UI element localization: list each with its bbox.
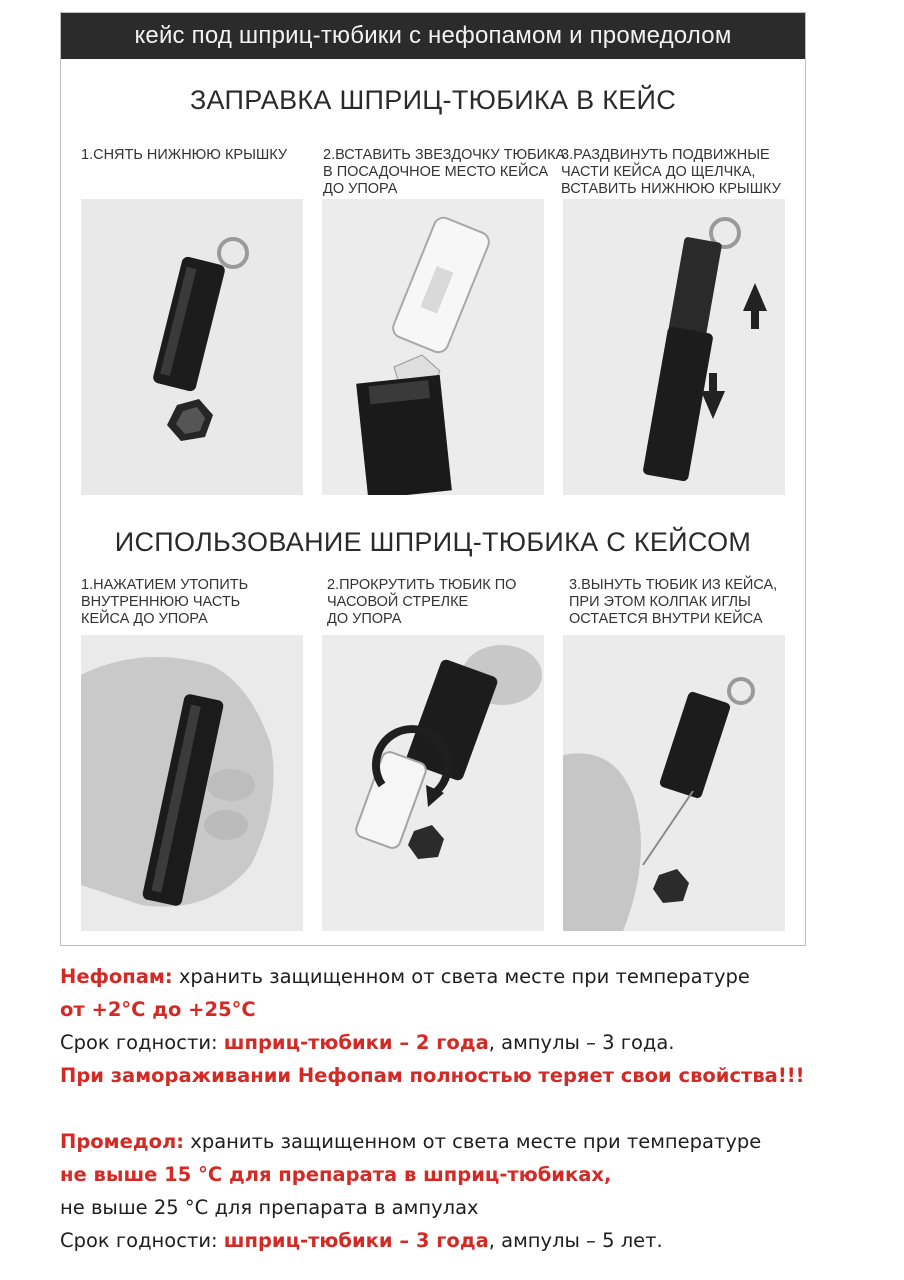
nefopam-storage-text: хранить защищенном от света месте при температуре xyxy=(172,965,750,988)
photo-press-case xyxy=(81,635,303,931)
photo-extend-case xyxy=(563,199,785,495)
promedol-temp-tubes: не выше 15 °С для препарата в шприц-тюбиках, xyxy=(60,1163,612,1186)
nefopam-warning: При замораживании Нефопам полностью теряет свои свойства!!! xyxy=(60,1064,805,1087)
promedol-temp-ampoules-line xyxy=(60,1191,860,1224)
section-title-usage: ИСПОЛЬЗОВАНИЕ ШПРИЦ-ТЮБИКА С КЕЙСОМ xyxy=(114,527,752,557)
promedol-shelf-line xyxy=(60,1224,860,1257)
nefopam-name: Нефопам: xyxy=(60,965,173,988)
card-header: кейс под шприц-тюбики с нефопамом и промедолом xyxy=(61,13,805,59)
nefopam-warning-line xyxy=(60,1059,860,1092)
section-title-refill: ЗАПРАВКА ШПРИЦ-ТЮБИКА В КЕЙС xyxy=(189,85,677,115)
nefopam-temp-line xyxy=(60,993,860,1026)
nefopam-storage-line xyxy=(60,960,860,993)
step-label: 3.РАЗДВИНУТЬ ПОДВИЖНЫЕ ЧАСТИ КЕЙСА ДО ЩЕЛЧКА, ВСТАВИТЬ НИЖНЮЮ КРЫШКУ xyxy=(561,147,781,197)
step-label: 2.ПРОКРУТИТЬ ТЮБИК ПО ЧАСОВОЙ СТРЕЛКЕ ДО УПОРА xyxy=(327,577,517,627)
nefopam-shelf-line xyxy=(60,1026,860,1059)
promedol-temp-tubes-line xyxy=(60,1158,860,1191)
nefopam-temp: от +2°С до +25°С xyxy=(60,998,256,1021)
promedol-storage-text: хранить защищенном от света месте при температуре xyxy=(184,1130,762,1153)
nefopam-shelf-ampoules: , ампулы – 3 года. xyxy=(488,1031,675,1054)
photo-rotate-tube xyxy=(322,635,544,931)
promedol-shelf-ampoules: , ампулы – 5 лет. xyxy=(488,1229,663,1252)
instruction-card xyxy=(60,12,806,946)
promedol-temp-ampoules: не выше 25 °С для препарата в ампулах xyxy=(60,1196,479,1219)
step-label: 1.НАЖАТИЕМ УТОПИТЬ ВНУТРЕННЮЮ ЧАСТЬ КЕЙСА ДО УПОРА xyxy=(81,577,249,627)
promedol-name: Промедол: xyxy=(60,1130,185,1153)
step-label: 1.СНЯТЬ НИЖНЮЮ КРЫШКУ xyxy=(81,147,288,163)
step-label: 2.ВСТАВИТЬ ЗВЕЗДОЧКУ ТЮБИКА В ПОСАДОЧНОЕ МЕСТО КЕЙСА ДО УПОРА xyxy=(323,147,566,197)
photo-remove-cap xyxy=(81,199,303,495)
promedol-storage-line xyxy=(60,1125,860,1158)
nefopam-shelf-tubes: шприц-тюбики – 2 года xyxy=(223,1031,489,1054)
nefopam-shelf-prefix: Срок годности: xyxy=(60,1031,224,1054)
photo-insert-tube xyxy=(322,199,544,495)
notes-spacer xyxy=(60,1092,860,1125)
promedol-shelf-prefix: Срок годности: xyxy=(60,1229,224,1252)
photo-remove-tube xyxy=(563,635,785,931)
step-label: 3.ВЫНУТЬ ТЮБИК ИЗ КЕЙСА, ПРИ ЭТОМ КОЛПАК ИГЛЫ ОСТАЕТСЯ ВНУТРИ КЕЙСА xyxy=(569,577,778,627)
storage-notes xyxy=(60,960,860,1257)
promedol-shelf-tubes: шприц-тюбики – 3 года xyxy=(223,1229,489,1252)
